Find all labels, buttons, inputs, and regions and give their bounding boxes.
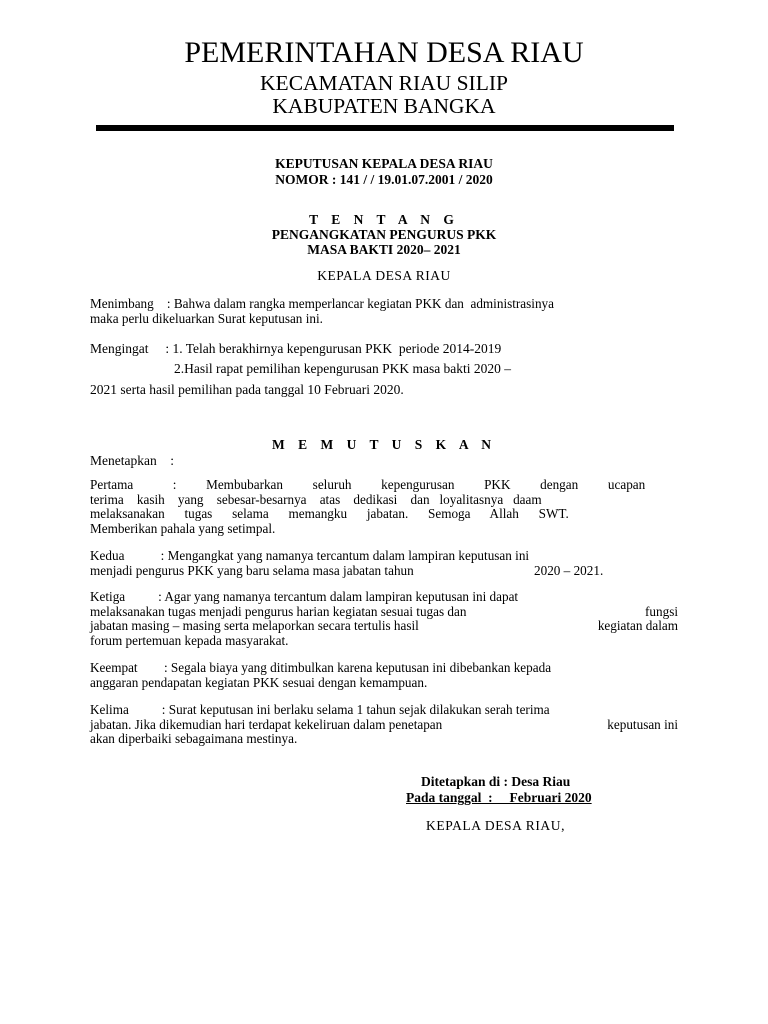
signature-place: Ditetapkan di : Desa Riau xyxy=(421,774,571,789)
signature-title: KEPALA DESA RIAU, xyxy=(426,818,566,833)
keempat-line-1: Keempat : Segala biaya yang ditimbulkan karena keputusan ini dibebankan kepada xyxy=(90,660,552,675)
ketiga-line-2a: melaksanakan tugas menjadi pengurus harian kegiatan sesuai tugas dan xyxy=(90,603,467,619)
memutuskan-heading: M E M U T U S K A N xyxy=(272,437,496,452)
letterhead-regency: KABUPATEN BANGKA xyxy=(272,94,496,118)
decree-number: NOMOR : 141 / / 19.01.07.2001 / 2020 xyxy=(275,172,493,187)
decree-title: KEPUTUSAN KEPALA DESA RIAU xyxy=(275,156,493,171)
ketiga-line-3a: jabatan masing – masing serta melaporkan secara tertulis hasil xyxy=(90,618,419,634)
ketiga-line-1: Ketiga : Agar yang namanya tercantum dalam lampiran keputusan ini dapat xyxy=(90,589,519,604)
pertama-line-2: terima kasih yang sebesar-besarnya atas dedikasi dan loyalitasnya daam xyxy=(90,491,542,507)
ketiga-line-4: forum pertemuan kepada masyarakat. xyxy=(90,632,289,648)
about-heading: T E N T A N G xyxy=(309,212,459,227)
keempat-section xyxy=(90,661,678,690)
kelima-section xyxy=(90,703,678,747)
subject-line-2: MASA BAKTI 2020– 2021 xyxy=(307,242,461,257)
pertama-line-1: Pertama : Membubarkan seluruh kepengurusan PKK dengan ucapan xyxy=(90,477,646,492)
mengingat-line-3: 2021 serta hasil pemilihan pada tanggal 10 Februari 2020. xyxy=(90,382,404,397)
keempat-line-2: anggaran pendapatan kegiatan PKK sesuai dengan kemampuan. xyxy=(90,674,428,690)
ketiga-line-2b: fungsi xyxy=(645,603,678,619)
authority-heading: KEPALA DESA RIAU xyxy=(317,268,451,283)
kedua-line-2a: menjadi pengurus PKK yang baru selama masa jabatan tahun xyxy=(90,562,414,578)
kedua-line-2b: 2020 – 2021. xyxy=(534,562,604,578)
menetapkan-label: Menetapkan : xyxy=(90,453,174,468)
kedua-line-1: Kedua : Mengangkat yang namanya tercantum dalam lampiran keputusan ini xyxy=(90,548,530,563)
kelima-line-3: akan diperbaiki sebagaimana mestinya. xyxy=(90,731,298,747)
mengingat-line-1: Mengingat : 1. Telah berakhirnya kepengurusan PKK periode 2014-2019 xyxy=(90,341,502,356)
pertama-line-4: Memberikan pahala yang setimpal. xyxy=(90,520,276,536)
mengingat-line-2: 2.Hasil rapat pemilihan kepengurusan PKK masa bakti 2020 – xyxy=(174,361,512,376)
letterhead-district: KECAMATAN RIAU SILIP xyxy=(260,71,508,95)
letterhead-divider xyxy=(96,125,674,131)
kelima-line-2b: keputusan ini xyxy=(607,716,678,732)
kelima-line-1: Kelima : Surat keputusan ini berlaku selama 1 tahun sejak dilakukan serah terima xyxy=(90,702,550,717)
kedua-section xyxy=(90,549,678,578)
subject-line-1: PENGANGKATAN PENGURUS PKK xyxy=(271,227,497,242)
pertama-line-3: melaksanakan tugas selama memangku jabatan. Semoga Allah SWT. xyxy=(90,506,569,522)
menimbang-section xyxy=(90,297,678,326)
letterhead-title: PEMERINTAHAN DESA RIAU xyxy=(184,36,584,69)
kelima-line-2a: jabatan. Jika dikemudian hari terdapat kekeliruan dalam penetapan xyxy=(90,716,443,732)
menimbang-line-2: maka perlu dikeluarkan Surat keputusan ini. xyxy=(90,310,323,326)
ketiga-section xyxy=(90,590,678,648)
ketiga-line-3b: kegiatan dalam xyxy=(597,618,678,634)
pertama-section xyxy=(90,478,678,536)
menimbang-line-1: Menimbang : Bahwa dalam rangka memperlancar kegiatan PKK dan administrasinya xyxy=(90,296,554,311)
signature-date: Pada tanggal : Februari 2020 xyxy=(406,790,592,805)
